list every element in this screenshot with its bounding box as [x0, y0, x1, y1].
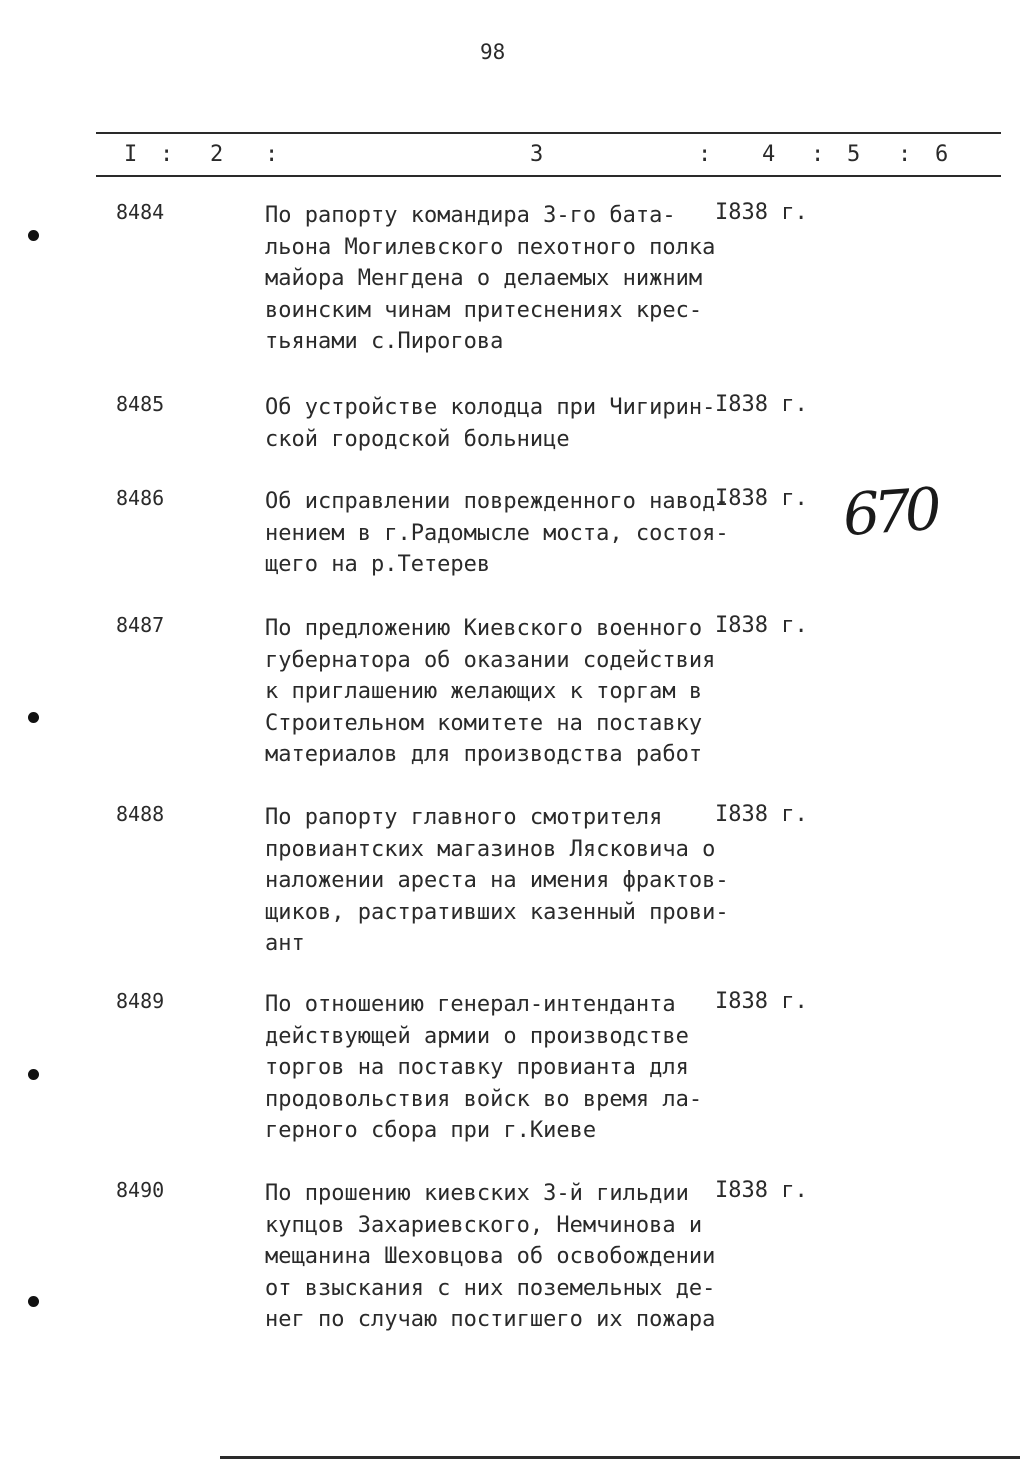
record-title: По рапорту командира 3-го бата- льона Могилевского пехотного полка майора Менгдена о делаемых нижним воинским чинам притеснениях крес- тьянами с.Пирогова [265, 203, 716, 354]
handwritten-annotation: 670 [840, 474, 938, 550]
record-title: Об устройстве колодца при Чигирин- ской городской больнице [265, 395, 716, 452]
record-number: 8487 [116, 613, 165, 637]
table-top-rule [96, 132, 1001, 134]
record-number: 8489 [116, 989, 165, 1013]
column-header-2: 2 [210, 142, 224, 167]
column-separator: : [160, 142, 174, 167]
record-title: По рапорту главного смотрителя провиантских магазинов Лясковича о наложении ареста на имения фрактов- щиков, растративших казенный прови- ант [265, 805, 729, 956]
record-year: I838 г. [715, 613, 808, 638]
record-number: 8484 [116, 200, 165, 224]
binding-hole [28, 1069, 39, 1080]
table-header-rule [96, 175, 1001, 177]
column-separator: : [898, 142, 912, 167]
record-title: По отношению генерал-интенданта действующей армии о производстве торгов на поставку провианта для продовольствия войск во время ла- герного сбора при г.Киеве [265, 992, 703, 1143]
record-title: По предложению Киевского военного губернатора об оказании содействия к приглашению желающих к торгам в Строительном комитете на поставку материалов для производства работ [265, 616, 716, 767]
record-year: I838 г. [715, 1178, 808, 1203]
column-header-3: 3 [530, 142, 544, 167]
page-number: 98 [480, 40, 506, 64]
record-title: По прошению киевских 3-й гильдии купцов Захариевского, Немчинова и мещанина Шеховцова об освобождении от взыскания с них поземельных де- нег по случаю постигшего их пожара [265, 1181, 716, 1332]
column-separator: : [698, 142, 712, 167]
record-year: I838 г. [715, 486, 808, 511]
record-number: 8486 [116, 486, 165, 510]
record-year: I838 г. [715, 802, 808, 827]
record-number: 8490 [116, 1178, 165, 1202]
column-header-5: 5 [847, 142, 861, 167]
binding-hole [28, 230, 39, 241]
record-number: 8485 [116, 392, 165, 416]
record-number: 8488 [116, 802, 165, 826]
binding-hole [28, 712, 39, 723]
binding-hole [28, 1296, 39, 1307]
record-title: Об исправлении поврежденного навод- нением в г.Радомысле моста, состоя- щего на р.Тетерев [265, 489, 729, 577]
bottom-edge-rule [220, 1456, 1020, 1459]
column-header-1: I [124, 142, 138, 167]
record-year: I838 г. [715, 989, 808, 1014]
record-year: I838 г. [715, 200, 808, 225]
column-header-6: 6 [935, 142, 949, 167]
column-header-4: 4 [762, 142, 776, 167]
column-separator: : [811, 142, 825, 167]
column-separator: : [265, 142, 279, 167]
record-year: I838 г. [715, 392, 808, 417]
